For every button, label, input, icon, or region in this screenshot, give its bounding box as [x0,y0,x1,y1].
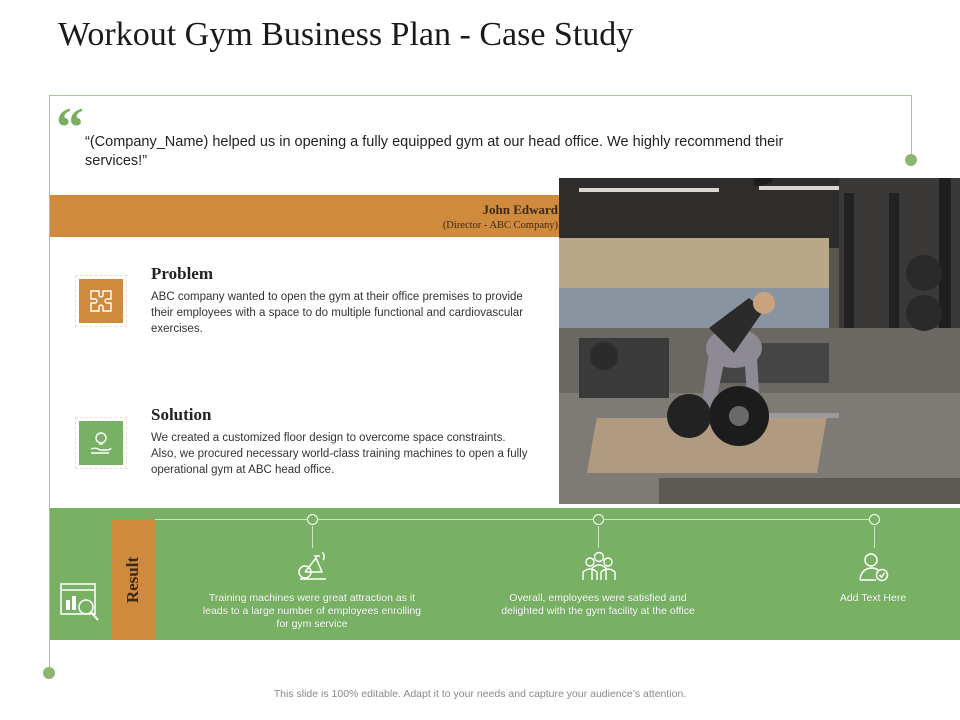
problem-title: Problem [151,264,214,283]
author-name: John Edward [482,202,558,217]
team-icon [580,548,618,582]
frame-dot-left [43,667,55,679]
frame-dot-right [905,154,917,166]
report-analysis-icon [58,580,102,624]
result-item-2-text: Overall, employees were satisfied and delighted with the gym facility at the office [501,592,695,617]
gym-photo [559,178,960,504]
result-item-3-text[interactable]: Add Text Here [839,592,907,604]
timeline-dot-3 [869,514,880,525]
result-label [111,519,155,640]
solution-text: We created a customized floor design to overcome space constraints. Also, we procured necessary world-class training machines to open a fully operational gym at ABC head office. [151,432,528,476]
puzzle-icon [87,287,115,315]
timeline-stem-1 [312,526,313,548]
problem-text: ABC company wanted to open the gym at their office premises to provide their employees with a space to do multiple functional and cardiovascular exercises. [151,291,524,335]
solution-icon-box [76,418,126,468]
timeline-stem-3 [874,526,875,548]
frame-line-top [49,95,912,96]
lightbulb-hand-icon [87,429,115,457]
result-label-text: Result [123,556,142,603]
author-role: (Director - ABC Company) [442,220,558,231]
frame-line-right [911,95,912,159]
page-title: Workout Gym Business Plan - Case Study [58,16,634,53]
user-check-icon [858,551,890,583]
timeline-dot-1 [307,514,318,525]
quote-icon: “ [56,97,84,159]
timeline-stem-2 [598,526,599,548]
result-band [50,508,960,640]
problem-icon-box [76,276,126,326]
exercise-bike-icon [296,548,330,582]
result-timeline [155,519,875,520]
footer-note: This slide is 100% editable. Adapt it to your needs and capture your audience’s attention. [273,688,687,700]
timeline-dot-2 [593,514,604,525]
testimonial-quote: “(Company_Name) helped us in opening a fully equipped gym at our head office. We highly recommend their services!” [85,134,784,169]
result-item-1-text: Training machines were great attraction as it leads to a large number of employees enrolling for gym service [202,592,422,630]
solution-title: Solution [151,405,212,424]
